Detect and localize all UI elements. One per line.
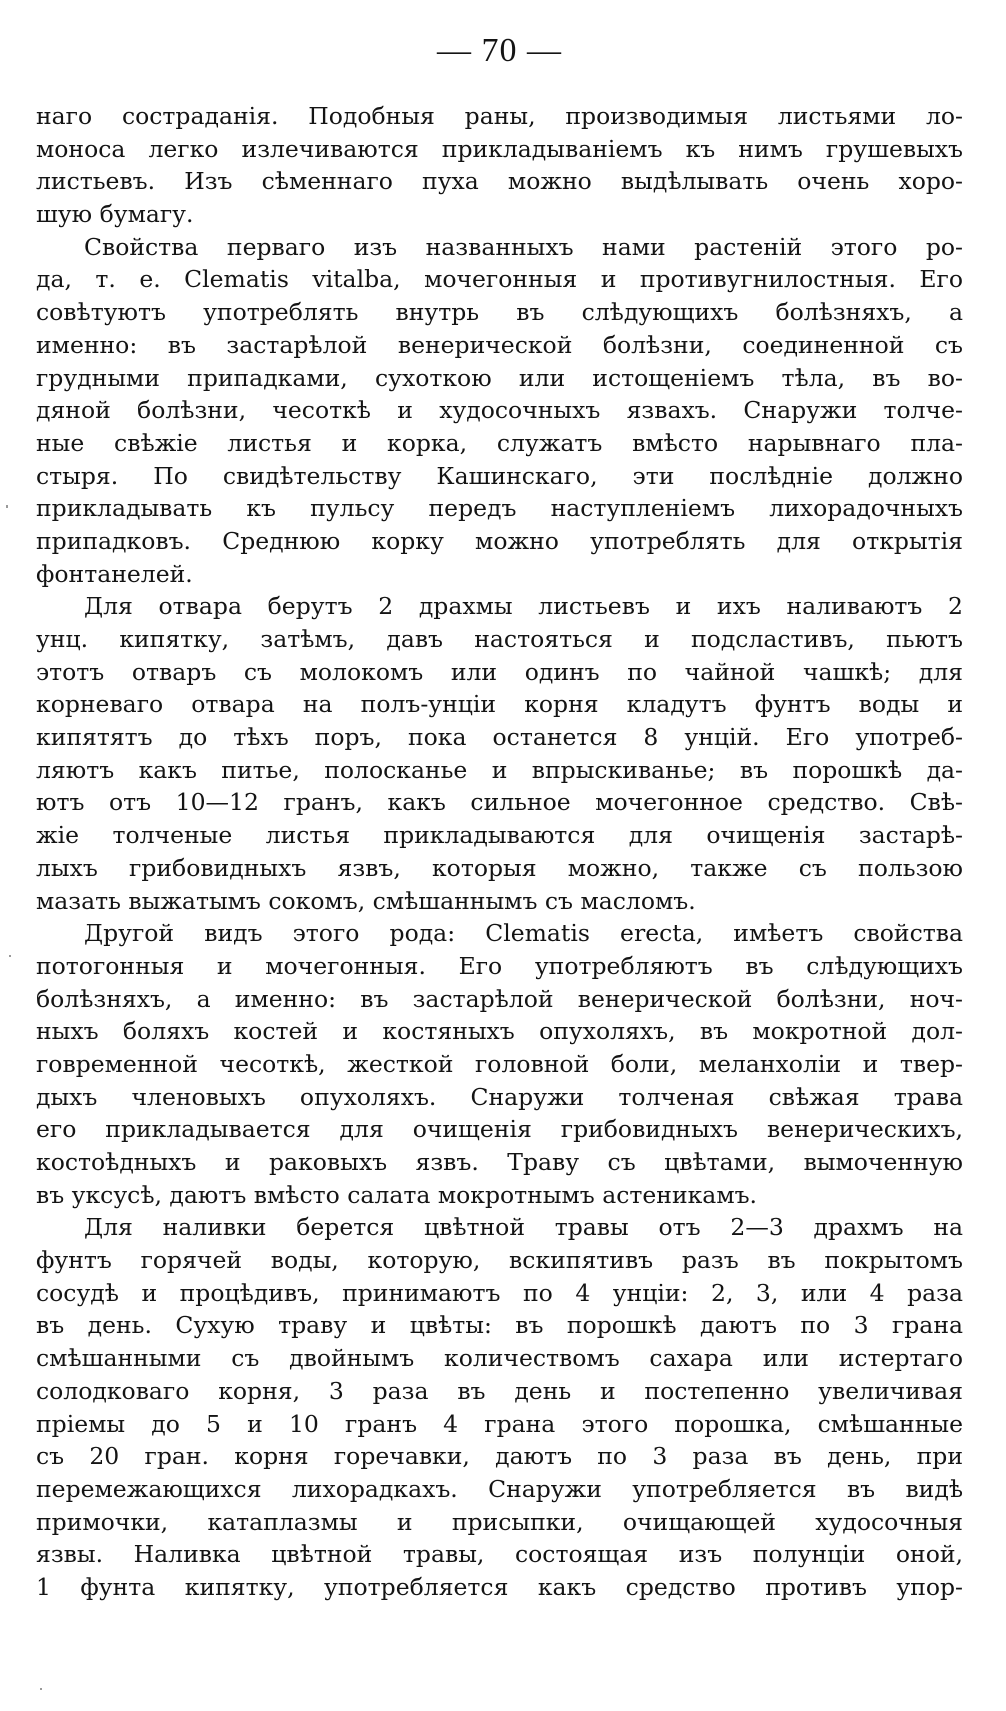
text-line: кипятятъ до тѣхъ поръ, пока останется 8 унцій. Его употреб-	[36, 723, 963, 752]
text-line: этотъ отваръ съ молокомъ или одинъ по чайной чашкѣ; для	[36, 657, 963, 686]
text-line: потогонныя и мочегонныя. Его употребляютъ въ слѣдующихъ	[36, 951, 963, 980]
text-line: Свойства перваго изъ названныхъ нами растеній этого ро-	[84, 232, 963, 261]
text-line: фонтанелей.	[36, 559, 193, 588]
text-line: сосудѣ и процѣдивъ, принимаютъ по 4 унціи: 2, 3, или 4 раза	[36, 1278, 963, 1307]
text-line: моноса легко излечиваются прикладываніемъ къ нимъ грушевыхъ	[36, 134, 963, 163]
text-line: ные свѣжіе листья и корка, служатъ вмѣсто нарывнаго пла-	[36, 428, 963, 457]
text-line: ляютъ какъ питье, полосканье и впрыскиванье; въ порошкѣ да-	[36, 755, 963, 784]
scan-speck	[9, 955, 11, 957]
book-page	[36, 0, 963, 1711]
text-line: Для отвара берутъ 2 драхмы листьевъ и ихъ наливаютъ 2	[84, 592, 963, 621]
scan-speck	[40, 1688, 42, 1690]
text-line: лыхъ грибовидныхъ язвъ, которыя можно, также съ пользою	[36, 853, 963, 882]
text-line: листьевъ. Изъ сѣменнаго пуха можно выдѣлывать очень хоро-	[36, 167, 963, 196]
text-line: наго состраданія. Подобныя раны, производимыя листьями ло-	[36, 102, 963, 130]
text-line: костоѣдныхъ и раковыхъ язвъ. Траву съ цвѣтами, вымоченную	[36, 1148, 963, 1176]
text-line: совѣтуютъ употреблять внутрь въ слѣдующихъ болѣзняхъ, а	[36, 298, 963, 327]
text-line: Другой видъ этого рода: Clematis erecta, имѣетъ свойства	[84, 919, 963, 948]
text-line: унц. кипятку, затѣмъ, давъ настояться и подсластивъ, пьютъ	[36, 625, 963, 653]
text-line: ныхъ боляхъ костей и костяныхъ опухоляхъ, въ мокротной дол-	[36, 1017, 963, 1046]
text-line: ютъ отъ 10—12 гранъ, какъ сильное мочегонное средство. Свѣ-	[36, 788, 963, 817]
text-line: язвы. Наливка цвѣтной травы, состоящая изъ полунціи оной,	[36, 1540, 963, 1569]
text-line: Для наливки берется цвѣтной травы отъ 2—3 драхмъ на	[84, 1213, 963, 1242]
text-line: въ уксусѣ, даютъ вмѣсто салата мокротнымъ астеникамъ.	[36, 1180, 758, 1209]
text-line: именно: въ застарѣлой венерической болѣзни, соединенной съ	[36, 330, 963, 359]
text-line: стыря. По свидѣтельству Кашинскаго, эти послѣдніе должно	[36, 461, 963, 490]
text-line: съ 20 гран. корня горечавки, даютъ по 3 раза въ день, при	[36, 1442, 963, 1471]
text-line: шую бумагу.	[36, 200, 194, 229]
text-line: перемежающихся лихорадкахъ. Снаружи употребляется въ видѣ	[36, 1474, 963, 1503]
text-line: говременной чесоткѣ, жесткой головной боли, меланхоліи и твер-	[36, 1049, 963, 1078]
scan-speck	[6, 505, 8, 508]
text-line: жіе толченые листья прикладываются для очищенія застарѣ-	[36, 821, 963, 850]
text-line: да, т. е. Clematis vitalba, мочегонныя и противугнилостныя. Его	[36, 265, 963, 294]
text-line: въ день. Сухую траву и цвѣты: въ порошкѣ даютъ по 3 грана	[36, 1311, 963, 1340]
text-line: 1 фунта кипятку, употребляется какъ средство противъ упор-	[36, 1572, 963, 1601]
text-line: дяной болѣзни, чесоткѣ и худосочныхъ язвахъ. Снаружи толче-	[36, 396, 963, 425]
text-line: дыхъ членовыхъ опухоляхъ. Снаружи толченая свѣжая трава	[36, 1082, 963, 1111]
text-line: мазать выжатымъ сокомъ, смѣшаннымъ съ масломъ.	[36, 886, 696, 915]
text-line: болѣзняхъ, а именно: въ застарѣлой венерической болѣзни, ноч-	[36, 984, 963, 1013]
text-line: прикладывать къ пульсу передъ наступленіемъ лихорадочныхъ	[36, 494, 963, 523]
text-line: припадковъ. Среднюю корку можно употреблять для открытія	[36, 526, 963, 555]
text-line: фунтъ горячей воды, которую, вскипятивъ разъ въ покрытомъ	[36, 1246, 963, 1275]
text-line: пріемы до 5 и 10 гранъ 4 грана этого порошка, смѣшанные	[36, 1409, 963, 1438]
text-line: солодковаго корня, 3 раза въ день и постепенно увеличивая	[36, 1376, 963, 1405]
text-line: корневаго отвара на полъ-унціи корня кладутъ фунтъ воды и	[36, 690, 963, 719]
text-line: грудными припадками, сухоткою или истощеніемъ тѣла, въ во-	[36, 363, 963, 392]
page-number: — 70 —	[437, 32, 562, 69]
text-line: его прикладывается для очищенія грибовидныхъ венерическихъ,	[36, 1115, 963, 1144]
text-line: смѣшанными съ двойнымъ количествомъ сахара или истертаго	[36, 1344, 963, 1373]
text-line: примочки, катаплазмы и присыпки, очищающей худосочныя	[36, 1507, 963, 1536]
body-text	[36, 100, 963, 1604]
